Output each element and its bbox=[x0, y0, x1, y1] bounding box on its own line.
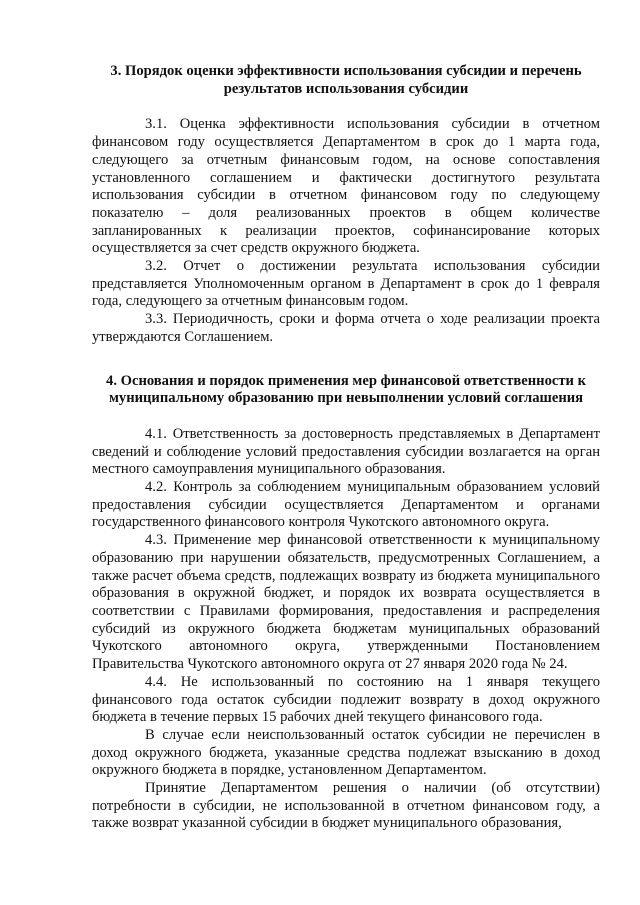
paragraph-3-2: 3.2. Отчет о достижении результата использования субсидии представляется Уполномоченным органом в Департамент в срок до 1 февраля года, следующего за отчетным финансовым годом. bbox=[92, 258, 600, 310]
paragraph-4-4-decision: Принятие Департаментом решения о наличии (об отсутствии) потребности в субсидии, не использованной в отчетном финансовом году, а также возврат указанной субсидии в бюджет муниципального образования, bbox=[92, 780, 600, 832]
paragraph-4-4-unreturned: В случае если неиспользованный остаток субсидии не перечислен в доход окружного бюджета, указанные средства подлежат взысканию в доход окружного бюджета в порядке, установленном Департаментом. bbox=[92, 726, 600, 779]
section-4 bbox=[92, 373, 600, 834]
section-4-heading: 4. Основания и порядок применения мер финансовой ответственности к муниципальному образованию при невыполнении условий соглашения bbox=[106, 372, 586, 407]
paragraph-4-1: 4.1. Ответственность за достоверность представляемых в Департамент сведений и соблюдение условий предоставления субсидии возлагается на орган местного самоуправления муниципального образования. bbox=[92, 425, 600, 478]
section-3-heading: 3. Порядок оценки эффективности использования субсидии и перечень результатов использования субсидии bbox=[110, 63, 582, 97]
paragraph-4-4: 4.4. Не использованный по состоянию на 1 января текущего финансового года остаток субсидии подлежит возврату в доход окружного бюджета в течение первых 15 рабочих дней текущего финансового года. bbox=[92, 673, 600, 726]
paragraph-4-3: 4.3. Применение мер финансовой ответственности к муниципальному образованию при нарушении обязательств, предусмотренных Соглашением, а также расчет объема средств, подлежащих возврату из бюджета муниципального образования в окружной бюджет, и порядок их возврата осуществляется в соответствии с Правилами формирования, предоставления и распределения субсидий из окружного бюджета бюджетам муниципальных образований Чукотского автономного округа, утвержденными Постановлением Правительства Чукотского автономного округа от 27 января 2020 года № 24. bbox=[92, 532, 600, 673]
paragraph-3-3: 3.3. Периодичность, сроки и форма отчета о ходе реализации проекта утверждаются Соглашением. bbox=[92, 311, 600, 345]
section-3 bbox=[92, 63, 600, 347]
paragraph-4-2: 4.2. Контроль за соблюдением муниципальным образованием условий предоставления субсидии осуществляется Департаментом и органами государственного финансового контроля Чукотского автономного округа. bbox=[92, 479, 600, 531]
paragraph-3-1: 3.1. Оценка эффективности использования субсидии в отчетном финансовом году осуществляется Департаментом в срок до 1 марта года, следующего за отчетным финансовым годом, на основе сопоставления установленного соглашением и фактически достигнутого результата использования субсидии в отчетном финансовом году по следующему показателю – доля реализованных проектов в общем количестве запланированных к реализации проектов, софинансирование которых осуществляется за счет средств окружного бюджета. bbox=[92, 116, 600, 257]
